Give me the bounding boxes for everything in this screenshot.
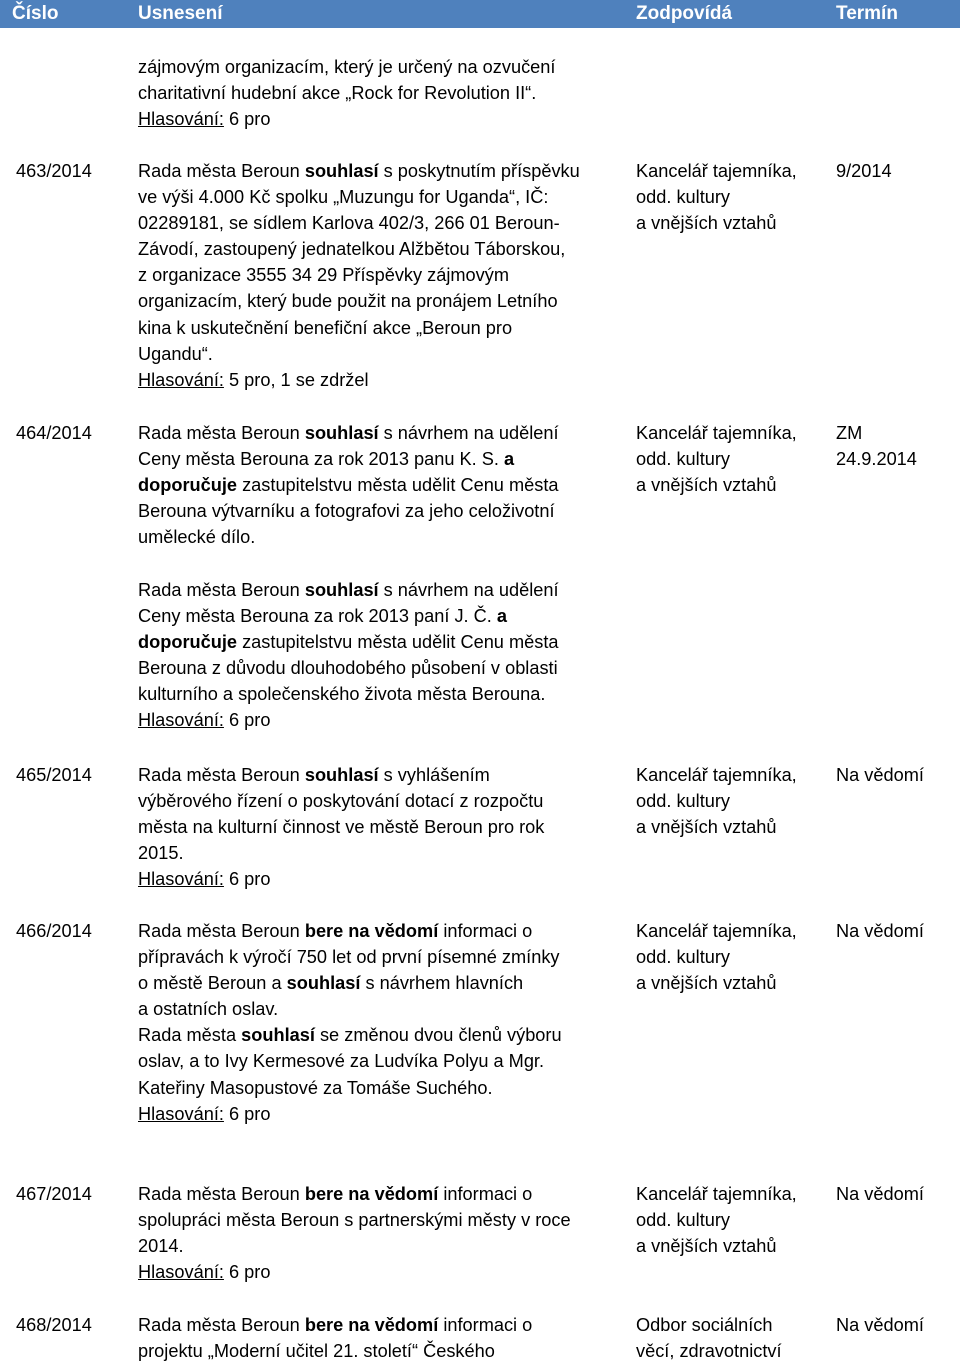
vote-result: 6 pro	[229, 1103, 271, 1124]
responsible-line: odd. kultury	[636, 947, 731, 968]
text-line	[138, 446, 608, 472]
responsible-line: a vnějších vztahů	[636, 475, 777, 496]
resolution-text	[138, 918, 608, 1127]
text-line	[138, 944, 608, 970]
text-run: 2015.	[138, 843, 184, 864]
responsible-line: odd. kultury	[636, 1210, 731, 1231]
text-run: Rada města Beroun	[138, 1184, 305, 1204]
resolution-number: 463/2014	[16, 161, 92, 181]
text-run: kina k uskutečnění benefiční akce „Beroun pro	[138, 317, 513, 338]
text-line	[138, 472, 608, 498]
text-line	[138, 681, 608, 707]
vote-line	[138, 1101, 608, 1127]
deadline-line: ZM	[836, 423, 863, 443]
text-run: Berouna z důvodu dlouhodobého působení v oblasti	[138, 657, 558, 678]
text-line	[138, 840, 608, 866]
text-line	[138, 762, 608, 788]
text-run: informaci o	[438, 1184, 533, 1204]
text-line	[138, 1233, 608, 1259]
bold-keyword: souhlasí	[304, 579, 379, 600]
vote-line	[138, 1259, 608, 1285]
text-run: informaci o	[438, 921, 533, 941]
continuation-text	[138, 54, 608, 132]
bold-keyword: souhlasí	[286, 973, 361, 994]
text-line	[138, 577, 608, 603]
responsible-department	[636, 1312, 821, 1364]
vote-result: 6 pro	[229, 869, 271, 890]
vote-result: 6 pro	[229, 1262, 271, 1283]
text-run: Rada města Beroun	[138, 423, 305, 443]
bold-keyword: doporučuje	[138, 475, 238, 496]
text-run: s návrhem na udělení	[378, 423, 559, 443]
responsible-line: a vnějších vztahů	[636, 1236, 777, 1257]
text-line	[138, 1048, 608, 1074]
resolution-number: 467/2014	[16, 1184, 92, 1204]
vote-result: 6 pro	[229, 109, 271, 130]
header-number: Číslo	[12, 3, 59, 24]
responsible-department	[636, 762, 821, 840]
resolution-number: 466/2014	[16, 921, 92, 941]
header-term: Termín	[836, 3, 898, 24]
deadline-line: Na vědomí	[836, 1184, 924, 1204]
text-run: Rada města	[138, 1025, 242, 1046]
text-run: Berouna výtvarníku a fotografovi za jeho celoživotní	[138, 501, 555, 522]
text-line	[138, 788, 608, 814]
text-line	[138, 524, 608, 550]
bold-keyword: souhlasí	[304, 765, 379, 785]
text-line	[138, 629, 608, 655]
responsible-department	[636, 420, 821, 498]
resolution-text	[138, 158, 608, 393]
text-line: charitativní hudební akce „Rock for Revolution II“.	[138, 83, 537, 104]
text-run: výběrového řízení o poskytování dotací z rozpočtu	[138, 791, 544, 812]
deadline-line: 24.9.2014	[836, 449, 917, 470]
vote-label: Hlasování:	[138, 869, 224, 890]
text-run: zastupitelstvu města udělit Cenu města	[237, 631, 559, 652]
responsible-line: Kancelář tajemníka,	[636, 1184, 797, 1204]
text-line	[138, 1075, 608, 1101]
text-run: s návrhem hlavních	[360, 973, 524, 994]
text-line	[138, 262, 608, 288]
text-line	[138, 498, 608, 524]
resolution-text	[138, 420, 608, 733]
text-line	[138, 1022, 608, 1048]
deadline-line: 9/2014	[836, 161, 892, 181]
vote-label: Hlasování:	[138, 1103, 224, 1124]
text-run: informaci o	[438, 1315, 533, 1335]
text-run: Kateřiny Masopustové za Tomáše Suchého.	[138, 1077, 493, 1098]
text-run: projektu „Moderní učitel 21. století“ Českého	[138, 1341, 495, 1362]
deadline	[836, 762, 956, 788]
text-run: kulturního a společenského života města Berouna.	[138, 683, 546, 704]
bold-keyword: a	[496, 605, 508, 626]
text-run: a ostatních oslav.	[138, 999, 279, 1020]
bold-keyword: bere na vědomí	[304, 1184, 439, 1204]
text-line	[138, 603, 608, 629]
text-run: 02289181, se sídlem Karlova 402/3, 266 01 Beroun-	[138, 213, 560, 234]
text-run: oslav, a to Ivy Kermesové za Ludvíka Polyu a Mgr.	[138, 1051, 545, 1072]
responsible-line: odd. kultury	[636, 449, 731, 470]
vote-label: Hlasování:	[138, 710, 224, 731]
resolution-number: 465/2014	[16, 765, 92, 785]
header-responsible: Zodpovídá	[636, 3, 733, 24]
text-run: Rada města Beroun	[138, 765, 305, 785]
text-line	[138, 288, 608, 314]
deadline	[836, 918, 956, 944]
text-run: Závodí, zastoupený jednatelkou Alžbětou Táborskou,	[138, 239, 566, 260]
text-run: organizacím, který bude použit na pronájem Letního	[138, 291, 558, 312]
deadline	[836, 420, 956, 472]
vote-label: Hlasování:	[138, 1262, 224, 1283]
responsible-line: a vnějších vztahů	[636, 817, 777, 838]
deadline	[836, 158, 956, 184]
text-run: Rada města Beroun	[138, 579, 305, 600]
text-run: o městě Beroun a	[138, 973, 287, 994]
responsible-line: věcí, zdravotnictví	[636, 1341, 782, 1362]
text-run: města na kulturní činnost ve městě Beroun pro rok	[138, 817, 545, 838]
bold-keyword: doporučuje	[138, 631, 238, 652]
responsible-line: odd. kultury	[636, 187, 731, 208]
resolution-text	[138, 1181, 608, 1285]
text-run: spolupráci města Beroun s partnerskými městy v roce	[138, 1210, 571, 1231]
text-line	[138, 970, 608, 996]
responsible-line: a vnějších vztahů	[636, 213, 777, 234]
responsible-line: Kancelář tajemníka,	[636, 161, 797, 181]
vote-label: Hlasování:	[138, 369, 224, 390]
text-line	[138, 315, 608, 341]
text-run: Ugandu“.	[138, 343, 213, 364]
text-line: zájmovým organizacím, který je určený na ozvučení	[138, 57, 556, 77]
responsible-line: Odbor sociálních	[636, 1315, 773, 1335]
text-run: ve výši 4.000 Kč spolku „Muzungu for Uganda“, IČ:	[138, 187, 549, 208]
resolution-text	[138, 762, 608, 892]
responsible-department	[636, 1181, 821, 1259]
text-line	[138, 655, 608, 681]
paragraph-spacer	[138, 550, 608, 576]
vote-line	[138, 707, 608, 733]
deadline-line: Na vědomí	[836, 1315, 924, 1335]
responsible-department	[636, 158, 821, 236]
responsible-line: Kancelář tajemníka,	[636, 921, 797, 941]
text-run: Ceny města Berouna za rok 2013 paní J. Č.	[138, 605, 497, 626]
responsible-line: a vnějších vztahů	[636, 973, 777, 994]
bold-keyword: souhlasí	[304, 423, 379, 443]
text-line	[138, 1312, 608, 1338]
text-run: 2014.	[138, 1236, 184, 1257]
text-run: umělecké dílo.	[138, 527, 256, 548]
table-header	[0, 0, 960, 28]
text-line	[138, 184, 608, 210]
vote-line	[138, 106, 608, 132]
responsible-line: Kancelář tajemníka,	[636, 423, 797, 443]
text-run: z organizace 3555 34 29 Příspěvky zájmovým	[138, 265, 510, 286]
header-resolution: Usnesení	[138, 3, 223, 24]
text-line	[138, 1207, 608, 1233]
vote-label: Hlasování:	[138, 109, 224, 130]
text-line	[138, 1181, 608, 1207]
responsible-department	[636, 918, 821, 996]
text-line	[138, 814, 608, 840]
bold-keyword: bere na vědomí	[304, 1315, 439, 1335]
deadline-line: Na vědomí	[836, 921, 924, 941]
text-line	[138, 918, 608, 944]
text-line	[138, 420, 608, 446]
vote-result: 5 pro, 1 se zdržel	[229, 369, 369, 390]
resolution-number: 464/2014	[16, 423, 92, 443]
text-run: Rada města Beroun	[138, 1315, 305, 1335]
bold-keyword: bere na vědomí	[304, 921, 439, 941]
text-run: Rada města Beroun	[138, 921, 305, 941]
text-run: s návrhem na udělení	[378, 579, 559, 600]
text-line	[138, 996, 608, 1022]
text-run: zastupitelstvu města udělit Cenu města	[237, 475, 559, 496]
text-line	[138, 158, 608, 184]
text-line	[138, 341, 608, 367]
vote-line	[138, 367, 608, 393]
responsible-line: odd. kultury	[636, 791, 731, 812]
text-run: Rada města Beroun	[138, 161, 305, 181]
resolution-text	[138, 1312, 608, 1364]
bold-keyword: souhlasí	[241, 1025, 315, 1046]
text-run: Ceny města Berouna za rok 2013 panu K. S.	[138, 449, 504, 470]
text-line	[138, 236, 608, 262]
responsible-line: Kancelář tajemníka,	[636, 765, 797, 785]
text-run: přípravách k výročí 750 let od první písemné zmínky	[138, 947, 560, 968]
bold-keyword: a	[504, 449, 515, 470]
text-line	[138, 1338, 608, 1364]
bold-keyword: souhlasí	[304, 161, 379, 181]
vote-result: 6 pro	[229, 710, 271, 731]
resolution-number: 468/2014	[16, 1315, 92, 1335]
text-line	[138, 210, 608, 236]
text-run: s poskytnutím příspěvku	[378, 161, 580, 181]
deadline	[836, 1181, 956, 1207]
text-run: s vyhlášením	[378, 765, 490, 785]
vote-line	[138, 866, 608, 892]
deadline	[836, 1312, 956, 1338]
deadline-line: Na vědomí	[836, 765, 924, 785]
text-run: se změnou dvou členů výboru	[314, 1025, 562, 1046]
